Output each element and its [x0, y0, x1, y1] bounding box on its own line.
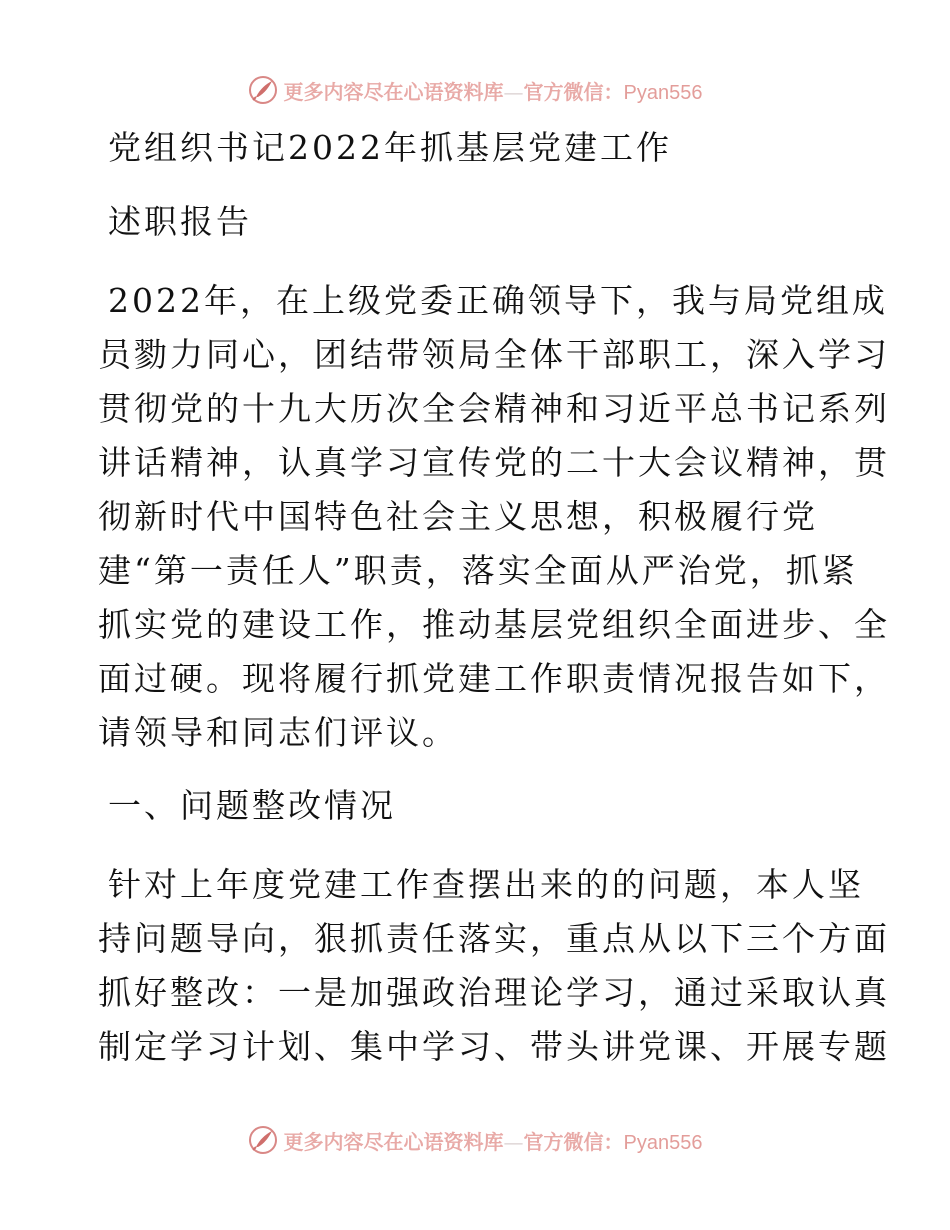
feather-pen-logo-icon: [248, 75, 278, 105]
paragraph-line: 员勠力同心，团结带领局全体干部职工，深入学习: [98, 335, 890, 374]
watermark-header: [0, 70, 950, 110]
watermark-footer: [0, 1120, 950, 1160]
paragraph-line: 持问题导向，狠抓责任落实，重点从以下三个方面: [98, 919, 890, 958]
paragraph-line: 抓实党的建设工作，推动基层党组织全面进步、全: [98, 605, 890, 644]
intro-paragraph: [98, 274, 890, 760]
document-subtitle: 述职报告: [108, 202, 252, 241]
document-body: [98, 120, 890, 1074]
paragraph-line: 贯彻党的十九大历次全会精神和习近平总书记系列: [98, 389, 890, 428]
paragraph-line: 针对上年度党建工作查摆出来的的问题，本人坚: [108, 865, 864, 904]
paragraph-line: 彻新时代中国特色社会主义思想，积极履行党: [98, 497, 818, 536]
feather-pen-logo-icon: [248, 1125, 278, 1155]
paragraph-line: 制定学习计划、集中学习、带头讲党课、开展专题: [98, 1027, 890, 1066]
document-title: 党组织书记2022年抓基层党建工作: [108, 128, 672, 167]
watermark-text: 更多内容尽在心语资料库—官方微信：Pyan556: [283, 79, 703, 104]
paragraph-line: 讲话精神，认真学习宣传党的二十大会议精神，贯: [98, 443, 890, 482]
paragraph-line: 建“第一责任人”职责，落实全面从严治党，抓紧: [98, 551, 858, 590]
paragraph-line: 请领导和同志们评议。: [98, 713, 458, 752]
paragraph-line: 抓好整改：一是加强政治理论学习，通过采取认真: [98, 973, 890, 1012]
section-heading: 一、问题整改情况: [108, 786, 396, 825]
paragraph-line: 面过硬。现将履行抓党建工作职责情况报告如下，: [98, 659, 890, 698]
section-paragraph: [98, 858, 890, 1074]
watermark-text: 更多内容尽在心语资料库—官方微信：Pyan556: [283, 1129, 703, 1154]
paragraph-line: 2022年，在上级党委正确领导下，我与局党组成: [108, 281, 888, 320]
